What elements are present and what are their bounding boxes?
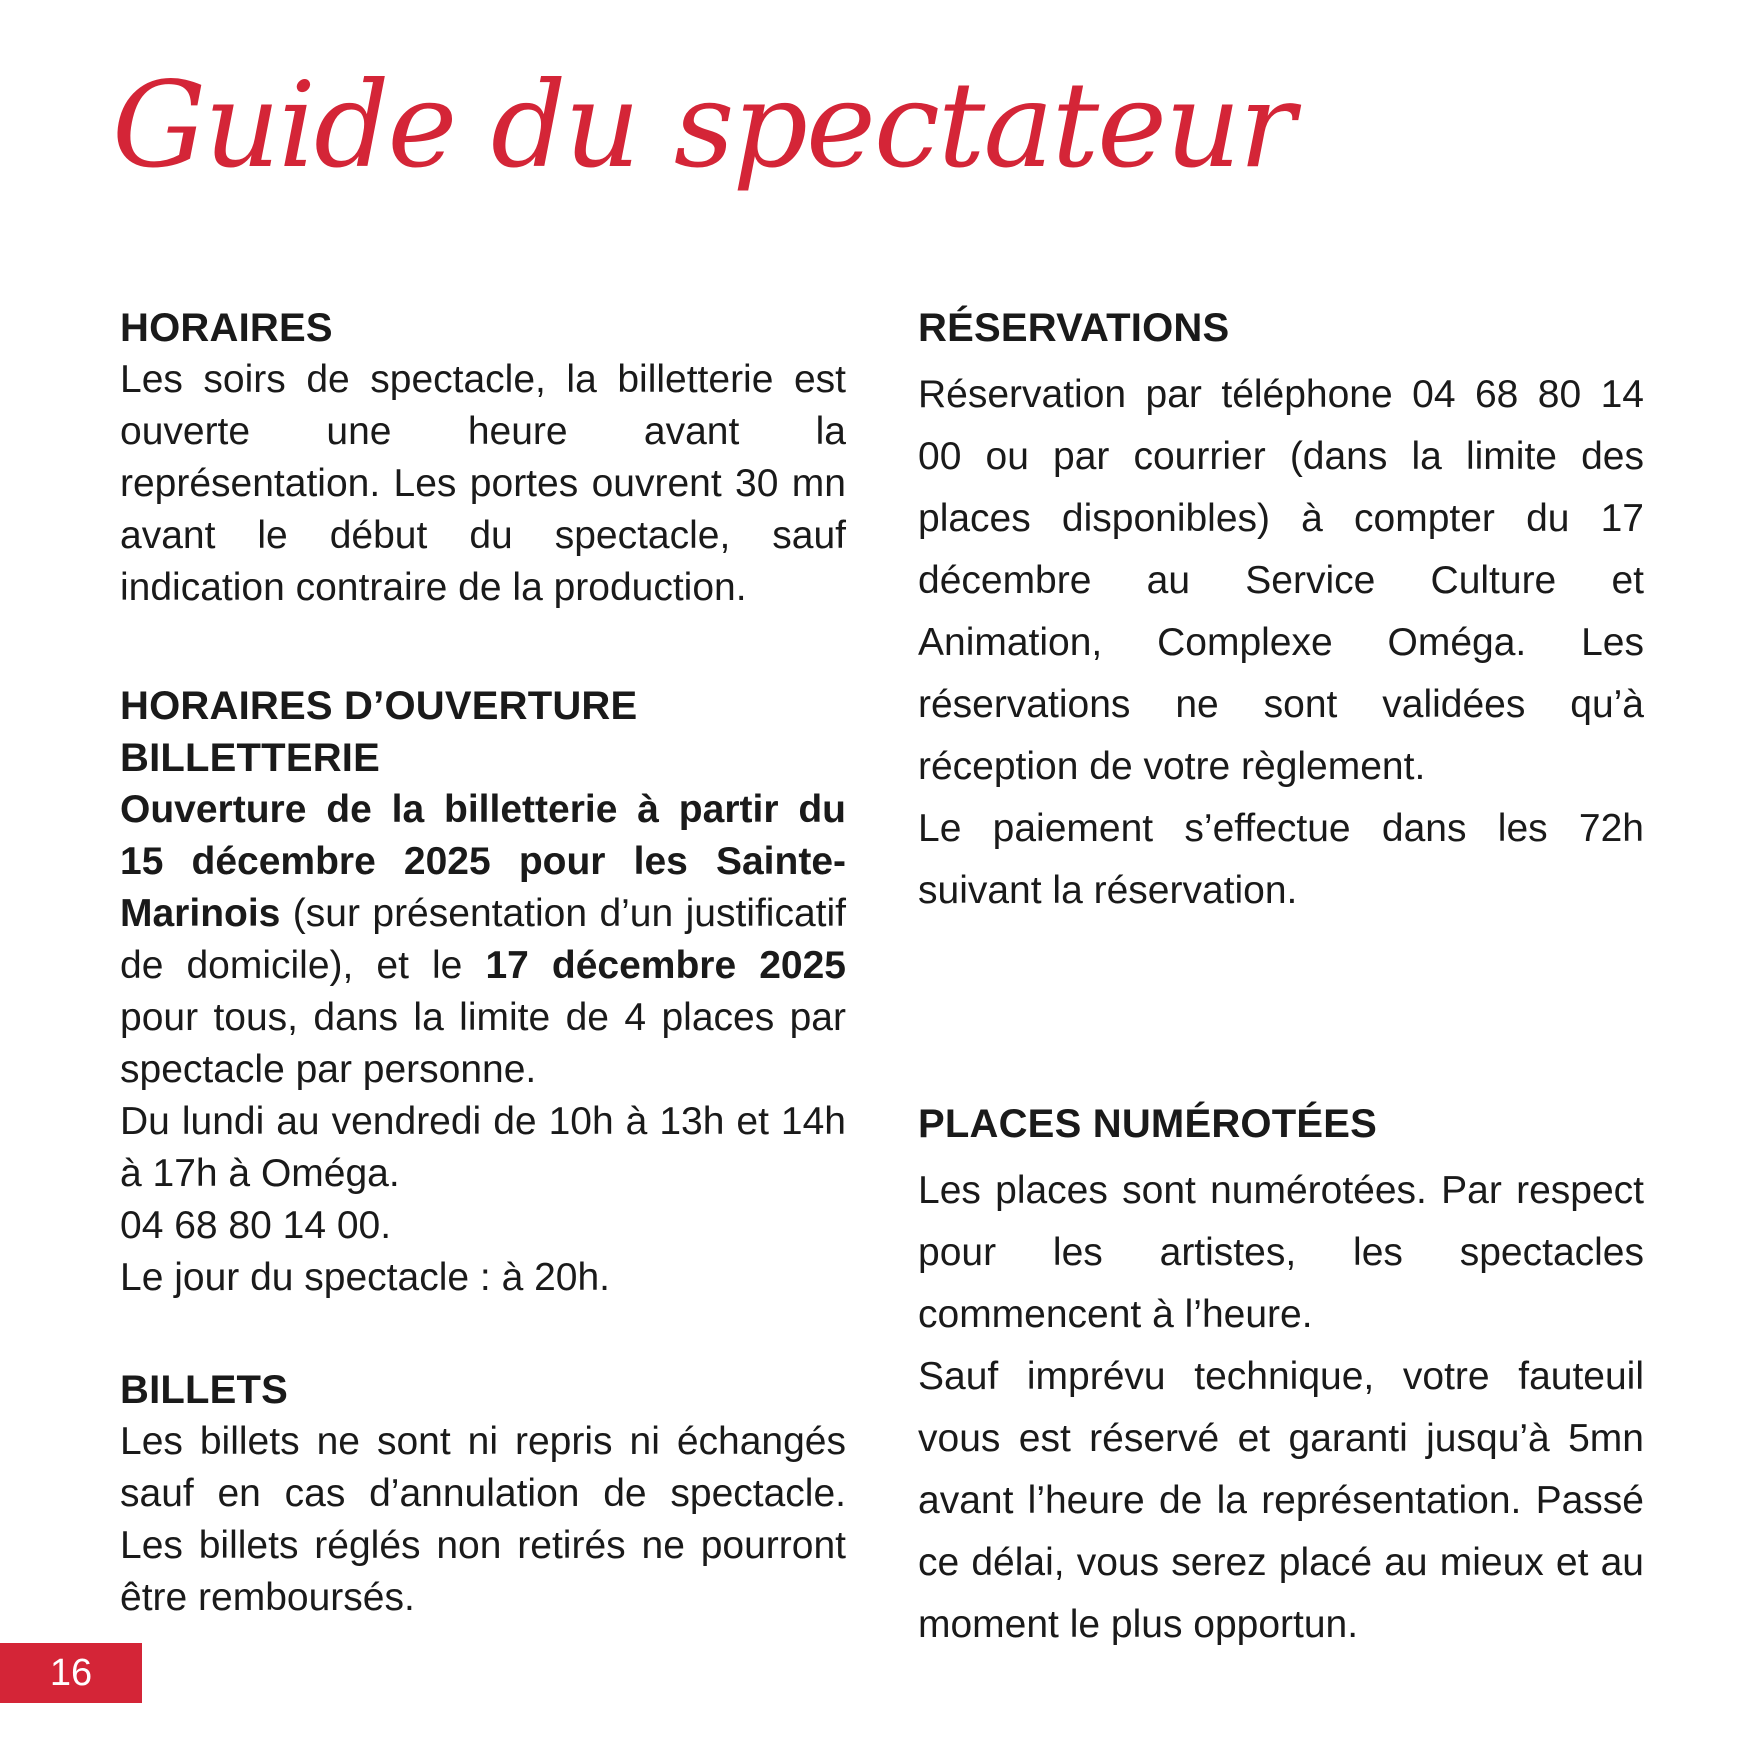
ouverture-text-after-date: pour tous, dans la limite de 4 places par spectacle par personne.	[120, 996, 846, 1091]
heading-horaires-ouverture-line1: HORAIRES D’OUVERTURE	[120, 684, 638, 728]
heading-horaires-ouverture	[120, 680, 846, 784]
page-number-badge	[0, 1643, 142, 1703]
heading-places-numerotees: PLACES NUMÉROTÉES	[918, 1102, 1378, 1146]
ouverture-show-day: Le jour du spectacle : à 20h.	[120, 1256, 610, 1299]
ouverture-text-after-intro: (sur présentation d’un justificatif de domicile), et le	[120, 892, 846, 987]
section-reservations	[918, 302, 1644, 922]
places-text: Les places sont numérotées. Par respect pour les artistes, les spectacles commencent à l’heure.	[918, 1169, 1644, 1336]
section-places-numerotees	[918, 1098, 1644, 1656]
reservations-text: Réservation par téléphone 04 68 80 14 00 ou par courrier (dans la limite des places disponibles) à compter du 17 décembre au Service Culture et Animation, Complexe Oméga. Les réservations ne sont validées qu’à réception de votre règlement.	[918, 373, 1644, 788]
ouverture-hours: Du lundi au vendredi de 10h à 13h et 14h à 17h à Oméga.	[120, 1100, 846, 1195]
section-horaires-ouverture	[120, 680, 846, 1304]
ouverture-bold-date: 17 décembre 2025	[485, 944, 846, 987]
section-billets	[120, 1364, 846, 1624]
ouverture-text	[120, 784, 846, 1096]
horaires-text: Les soirs de spectacle, la billetterie est ouverte une heure avant la représentation. Les portes ouvrent 30 mn avant le début du spectacle, sauf indication contraire de la production.	[120, 358, 846, 609]
left-column	[120, 302, 846, 1624]
section-horaires	[120, 302, 846, 614]
page-number: 16	[49, 1652, 93, 1694]
heading-billets: BILLETS	[120, 1368, 289, 1412]
right-column	[918, 302, 1644, 1656]
heading-horaires-ouverture-line2: BILLETTERIE	[120, 736, 380, 780]
ouverture-bold-intro: Ouverture de la billetterie à partir du 15 décembre 2025 pour les Sainte-Marinois	[120, 788, 846, 935]
reservations-payment: Le paiement s’effectue dans les 72h suivant la réservation.	[918, 807, 1644, 912]
ouverture-phone: 04 68 80 14 00.	[120, 1204, 392, 1247]
page-title: Guide du spectateur	[112, 56, 1294, 194]
places-text-2: Sauf imprévu technique, votre fauteuil vous est réservé et garanti jusqu’à 5mn avant l’heure de la représentation. Passé ce délai, vous serez placé au mieux et au moment le plus opportun.	[918, 1355, 1644, 1646]
billets-text: Les billets ne sont ni repris ni échangés sauf en cas d’annulation de spectacle. Les billets réglés non retirés ne pourront être remboursés.	[120, 1420, 846, 1619]
heading-reservations: RÉSERVATIONS	[918, 306, 1230, 350]
heading-horaires: HORAIRES	[120, 306, 333, 350]
